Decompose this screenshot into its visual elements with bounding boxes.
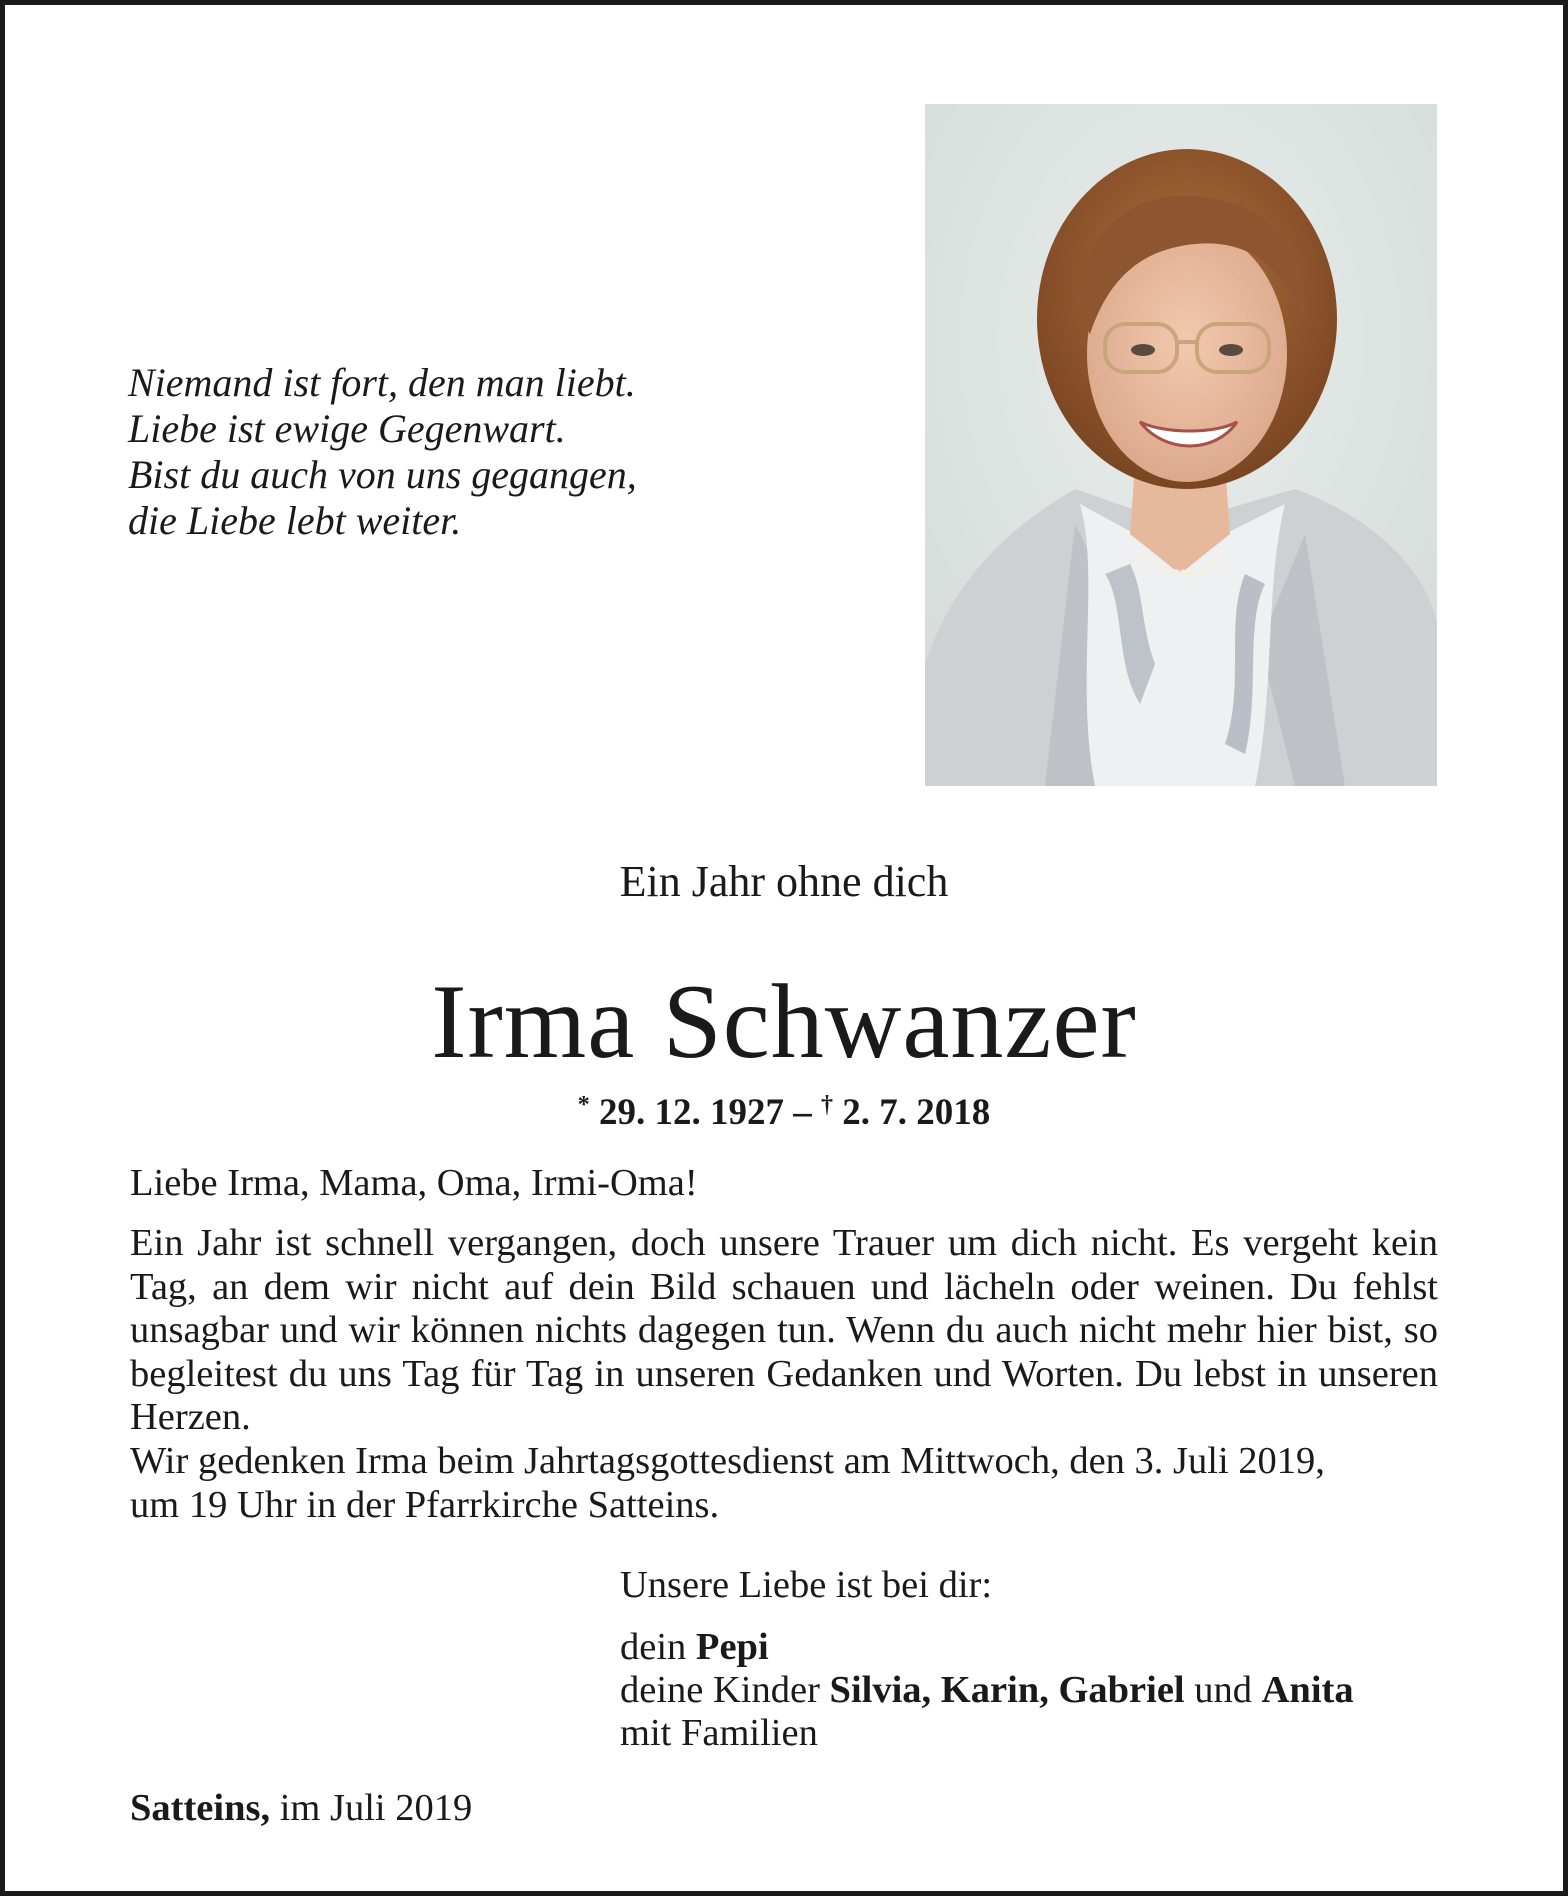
memorial-subtitle: Ein Jahr ohne dich bbox=[619, 857, 949, 906]
mourners-list bbox=[620, 1626, 1354, 1755]
memorial-poem bbox=[128, 360, 637, 544]
poem-line: die Liebe lebt weiter. bbox=[128, 498, 462, 543]
mourner-prefix: deine Kinder bbox=[620, 1669, 820, 1711]
death-symbol: † bbox=[821, 1092, 833, 1118]
greeting: Liebe Irma, Mama, Oma, Irmi-Oma! bbox=[130, 1162, 698, 1204]
mourner-names: Silvia, Karin, Gabriel bbox=[829, 1669, 1185, 1711]
portrait-illustration bbox=[925, 104, 1437, 786]
place-name: Satteins, bbox=[130, 1787, 271, 1829]
death-date: 2. 7. 2018 bbox=[842, 1092, 991, 1133]
life-dates bbox=[0, 1082, 1568, 1136]
mourner-conjunction: und bbox=[1194, 1669, 1252, 1711]
mourner-line: mit Familien bbox=[620, 1712, 818, 1754]
date-separator: – bbox=[793, 1092, 812, 1133]
deceased-name: Irma Schwanzer bbox=[431, 963, 1137, 1080]
place-and-date bbox=[130, 1786, 472, 1830]
mourner-line bbox=[620, 1626, 1354, 1669]
service-announcement bbox=[130, 1440, 1438, 1527]
birth-symbol: * bbox=[577, 1092, 590, 1118]
service-line: um 19 Uhr in der Pfarrkirche Satteins. bbox=[130, 1483, 720, 1526]
poem-line: Bist du auch von uns gegangen, bbox=[128, 452, 637, 497]
mourner-prefix: dein bbox=[620, 1626, 687, 1668]
mourner-line bbox=[620, 1669, 1354, 1712]
notice-date: im Juli 2019 bbox=[279, 1787, 473, 1829]
signoff-intro: Unsere Liebe ist bei dir: bbox=[620, 1564, 993, 1606]
birth-date: 29. 12. 1927 bbox=[599, 1092, 784, 1133]
portrait-photo bbox=[925, 104, 1437, 786]
memorial-paragraph: Ein Jahr ist schnell vergangen, doch unsere Trauer um dich nicht. Es vergeht kein Tag, an dem wir nicht auf dein Bild schauen und lächeln oder weinen. Du fehlst unsagbar und wir können nichts dagegen tun. Wenn du auch nicht mehr hier bist, so begleitest du uns Tag für Tag in unseren Gedanken und Worten. Du lebst in unseren Herzen. bbox=[130, 1222, 1438, 1438]
mourner-name: Anita bbox=[1261, 1669, 1354, 1711]
poem-line: Liebe ist ewige Gegenwart. bbox=[128, 406, 566, 451]
service-line: Wir gedenken Irma beim Jahrtagsgottesdienst am Mittwoch, den 3. Juli 2019, bbox=[130, 1440, 1325, 1482]
poem-line: Niemand ist fort, den man liebt. bbox=[128, 360, 636, 405]
mourner-name: Pepi bbox=[695, 1626, 769, 1668]
